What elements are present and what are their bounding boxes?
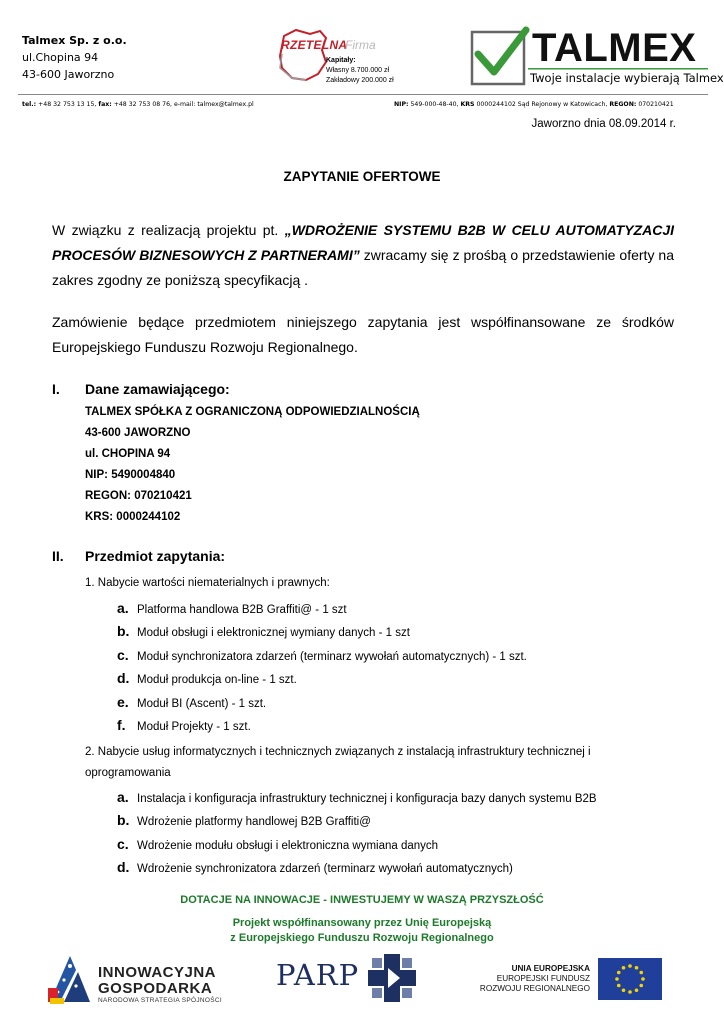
list-item xyxy=(117,691,527,714)
item-text: Moduł obsługi i elektronicznej wymiany danych - 1 szt xyxy=(137,627,410,640)
footer-project-line: Projekt współfinansowany przez Unię Europejską xyxy=(232,917,492,929)
ig-title-1: INNOWACYJNA xyxy=(98,964,217,981)
eu-star-icon xyxy=(622,966,626,970)
item-letter: e. xyxy=(117,693,129,710)
buyer-line: TALMEX SPÓŁKA Z OGRANICZONĄ ODPOWIEDZIALNOŚCIĄ xyxy=(85,406,420,418)
capital-info xyxy=(326,56,394,86)
item-text: Moduł synchronizatora zdarzeń (terminarz wywołań automatycznych) - 1 szt. xyxy=(137,650,527,663)
section-2-heading: Przedmiot zapytania: xyxy=(85,548,226,564)
item-letter: c. xyxy=(117,646,129,663)
innowacyjna-gospodarka-logo-icon xyxy=(46,952,94,1008)
share-capital: Zakładowy 200.000 zł xyxy=(326,77,394,84)
eu-star-icon xyxy=(622,988,626,992)
rzetelna-firma: Firma xyxy=(345,38,376,52)
item-text: Wdrożenie synchronizatora zdarzeń (terminarz wywołań automatycznych) xyxy=(137,863,513,876)
list-item xyxy=(117,714,527,737)
project-title: „WDROŻENIE SYSTEMU B2B W CELU AUTOMATYZACJI PROCESÓW BIZNESOWYCH Z PARTNERAMI” xyxy=(52,222,675,263)
item-letter: a. xyxy=(117,600,129,616)
intro-paragraph xyxy=(52,218,674,293)
eu-star-icon xyxy=(639,984,643,988)
company-address xyxy=(22,32,127,83)
item-letter: b. xyxy=(117,812,130,829)
list-item xyxy=(117,856,597,879)
item-text: Moduł produkcja on-line - 1 szt. xyxy=(137,674,297,687)
list-item xyxy=(117,620,527,643)
capital-label: Kapitały: xyxy=(326,57,356,64)
eu-flag-icon xyxy=(598,958,662,1000)
header-divider xyxy=(18,94,708,95)
contact-phone-line xyxy=(22,101,254,108)
tel-label: tel.: xyxy=(22,101,37,108)
footer-slogan: DOTACJE NA INNOWACJE - INWESTUJEMY W WASZĄ PRZYSZŁOŚĆ xyxy=(180,894,544,906)
talmex-logo-text: TALMEX xyxy=(532,26,697,70)
buyer-line: KRS: 0000244102 xyxy=(85,511,181,523)
list-item xyxy=(117,597,527,620)
buyer-line: 43-600 JAWORZNO xyxy=(85,427,191,439)
eu-star-icon xyxy=(615,977,619,981)
item-letter: c. xyxy=(117,835,129,852)
krs-label: KRS xyxy=(460,101,475,108)
group-1-list xyxy=(117,597,527,737)
item-text: Instalacja i konfiguracja infrastruktury technicznej i konfiguracja bazy danych systemu B2B xyxy=(137,793,597,805)
item-text: Moduł Projekty - 1 szt. xyxy=(137,720,251,733)
talmex-slogan: Twoje instalacje wybierają Talmex xyxy=(530,71,724,85)
tel-value: +48 32 753 13 15, xyxy=(38,101,97,108)
fax-email-value: +48 32 753 08 76, e-mail: talmex@talmex.pl xyxy=(113,101,254,108)
item-letter: d. xyxy=(117,859,130,876)
buyer-line: REGON: 070210421 xyxy=(85,490,192,502)
eu-line: EUROPEJSKI FUNDUSZ xyxy=(496,974,590,983)
intro-pre: W związku z realizacją projektu pt. xyxy=(52,222,285,238)
company-city: 43-600 Jaworzno xyxy=(22,68,115,81)
krs-value: 0000244102 Sąd Rejonowy w Katowicach, xyxy=(476,101,608,108)
item-letter: f. xyxy=(117,716,126,733)
item-letter: b. xyxy=(117,623,130,640)
item-text: Platforma handlowa B2B Graffiti@ - 1 szt xyxy=(137,604,347,616)
parp-logo-text: PARP xyxy=(276,958,360,992)
list-item xyxy=(117,644,527,667)
eu-line: UNIA EUROPEJSKA xyxy=(511,964,590,973)
list-item xyxy=(117,786,597,809)
eu-star-icon xyxy=(635,966,639,970)
eu-star-icon xyxy=(617,984,621,988)
intro-post: zwracamy się z prośbą o przedstawienie oferty na zakres zgodny ze poniższą specyfikacją . xyxy=(52,247,674,288)
eu-line: ROZWOJU REGIONALNEGO xyxy=(479,984,590,993)
buyer-details xyxy=(85,402,420,528)
footer-project-line: z Europejskiego Funduszu Rozwoju Regionalnego xyxy=(230,932,494,944)
date-line: Jaworzno dnia 08.09.2014 r. xyxy=(531,118,676,130)
eu-star-icon xyxy=(628,990,632,994)
section-1-heading: Dane zamawiającego: xyxy=(85,381,230,397)
item-text: Wdrożenie platformy handlowej B2B Graffiti@ xyxy=(137,816,371,829)
rzetelna-brand: RZETELNA xyxy=(281,38,348,52)
eu-star-icon xyxy=(617,971,621,975)
footer-project xyxy=(0,916,724,946)
item-letter: a. xyxy=(117,789,129,805)
regon-value: 070210421 xyxy=(638,101,674,108)
cofinancing-paragraph: Zamówienie będące przedmiotem niniejszego zapytania jest współfinansowane ze środków Europejskiego Funduszu Rozwoju Regionalnego. xyxy=(52,314,674,355)
eu-star-icon xyxy=(635,988,639,992)
contact-registry-line xyxy=(394,101,674,108)
parp-cross-logo-icon xyxy=(366,952,418,1004)
company-street: ul.Chopina 94 xyxy=(22,51,99,64)
eu-star-icon xyxy=(641,977,645,981)
list-item xyxy=(117,667,527,690)
group-1-heading: 1. Nabycie wartości niematerialnych i prawnych: xyxy=(85,577,330,589)
item-text: Wdrożenie modułu obsługi i elektroniczna wymiana danych xyxy=(137,839,439,852)
section-2-number: II. xyxy=(52,548,64,564)
company-name: Talmex Sp. z o.o. xyxy=(22,34,127,47)
group-2-heading: 2. Nabycie usług informatycznych i technicznych związanych z instalacją infrastruktury technicznej i oprogramowania xyxy=(85,746,591,779)
fax-label: fax: xyxy=(98,101,112,108)
eu-text xyxy=(478,964,590,994)
item-letter: d. xyxy=(117,670,130,687)
item-text: Moduł BI (Ascent) - 1 szt. xyxy=(137,697,267,710)
section-1-number: I. xyxy=(52,381,60,397)
nip-value: 549-000-48-40, xyxy=(410,101,459,108)
own-capital: Własny 8.700.000 zł xyxy=(326,67,390,74)
buyer-line: ul. CHOPINA 94 xyxy=(85,448,171,460)
list-item xyxy=(117,833,597,856)
document-title: ZAPYTANIE OFERTOWE xyxy=(283,169,441,184)
ig-subtitle: NARODOWA STRATEGIA SPÓJNOŚCI xyxy=(98,997,222,1004)
eu-star-icon xyxy=(639,971,643,975)
regon-label: REGON: xyxy=(609,101,637,108)
eu-star-icon xyxy=(628,964,632,968)
buyer-line: NIP: 5490004840 xyxy=(85,469,176,481)
group-2-list xyxy=(117,786,597,880)
ig-title-2: GOSPODARKA xyxy=(98,980,213,997)
nip-label: NIP: xyxy=(394,101,409,108)
list-item xyxy=(117,809,597,832)
